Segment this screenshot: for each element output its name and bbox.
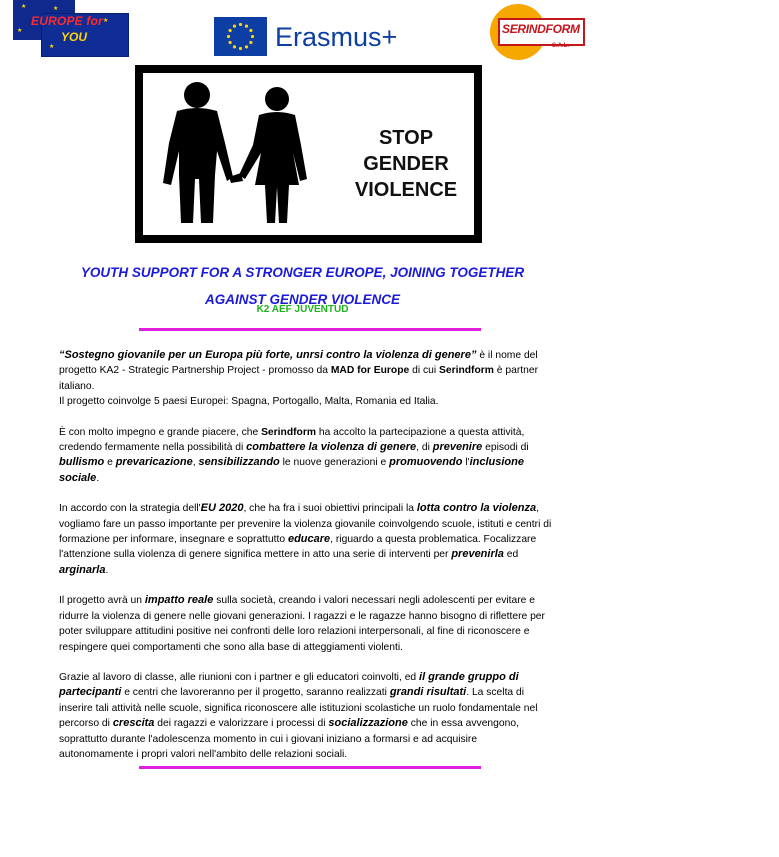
countries-text: Il progetto coinvolge 5 paesi Europei: Spagna, Portogallo, Malta, Romania ed Italia. <box>59 396 439 408</box>
text: , che ha fra i suoi obiettivi principali la <box>243 503 417 515</box>
eu-flag-icon <box>214 17 267 56</box>
star-icon: ★ <box>21 4 27 10</box>
text: , vogliamo fare un passo importante per prevenire la violenza giovanile coinvolgendo scuole, istituti e centri di formazione per informare, insegnare e soprattutto <box>59 503 552 546</box>
paragraph-1 <box>59 348 554 410</box>
banner-line-stop: STOP <box>378 127 434 149</box>
text: , riguardo a questa problematica. Focalizzare l'attenzione sulla violenza di genere significa mettere in atto una serie di interventi per <box>59 534 537 561</box>
logo-box <box>498 18 585 46</box>
emphasis: prevenire <box>432 441 483 454</box>
text: . <box>96 472 100 484</box>
text: e centri che lavoreranno per il progetto, saranno realizzati <box>121 687 390 699</box>
emphasis: crescita <box>112 717 155 730</box>
text: è partner italiano. <box>59 365 539 392</box>
partner-name: Serindform <box>261 426 316 438</box>
text: . La scelta di inserire tali attività nelle scuole, significa riconoscere alle istituzioni scolastiche un ruolo fondamentale nel percorso di <box>59 687 538 730</box>
paragraph-4 <box>59 593 554 655</box>
project-title-line2: AGAINST GENDER VIOLENCE <box>204 292 401 307</box>
text: e <box>104 457 116 469</box>
text: È con molto impegno e grande piacere, che <box>59 426 262 438</box>
serindform-suffix: S.A.L. <box>552 43 570 49</box>
banner-line-gender: GENDER <box>363 153 449 175</box>
emphasis: inclusione sociale <box>59 456 524 484</box>
star-icon: ★ <box>17 28 23 34</box>
europe-for-you-logo <box>13 0 116 55</box>
article-body <box>59 348 554 777</box>
paragraph-5 <box>59 670 554 762</box>
text: episodi di <box>482 442 529 454</box>
emphasis: lotta contro la violenza <box>416 502 537 515</box>
project-quote: “Sostegno giovanile per un Europa più forte, unrsi contro la violenza di genere” <box>59 349 477 361</box>
emphasis: grandi risultati <box>389 686 467 699</box>
text: l' <box>462 457 470 469</box>
emphasis: impatto reale <box>144 594 214 607</box>
text: che in essa avvengono, soprattutto durante l'adolescenza momento in cui i giovani iniziano a formarsi e ad acquisire autonomamente i propri valori nell'ambito delle relazioni sociali. <box>59 718 519 760</box>
text: ed <box>503 549 519 561</box>
partner-name: Serindform <box>439 365 494 377</box>
banner-inner <box>143 73 474 235</box>
erasmus-plus-logo <box>214 17 399 57</box>
star-icon: ★ <box>103 18 109 24</box>
paragraph-3 <box>59 501 554 578</box>
star-icon: ★ <box>49 44 55 50</box>
divider-bottom <box>139 766 481 769</box>
emphasis: prevenirla <box>451 548 504 561</box>
text: ha accolto la partecipazione a questa attività, credendo fermamente nella possibilità di <box>59 426 525 454</box>
text: . <box>105 564 109 576</box>
text: di cui <box>409 365 439 377</box>
emphasis: bullismo <box>59 456 105 469</box>
text: le nuove generazioni e <box>279 457 390 469</box>
org-name: MAD for Europe <box>330 365 410 377</box>
text: dei ragazzi e valorizzare i processi di <box>154 718 329 730</box>
emphasis: arginarla <box>59 563 106 576</box>
project-code: K2 AEF JUVENTUD <box>256 304 349 315</box>
emphasis: promuovendo <box>389 456 463 469</box>
banner-text <box>341 125 471 203</box>
divider-top <box>139 328 481 331</box>
project-title-line1: YOUTH SUPPORT FOR A STRONGER EUROPE, JOINING TOGETHER <box>80 265 525 280</box>
serindform-logo <box>490 4 582 62</box>
emphasis: socializzazione <box>328 717 408 730</box>
emphasis: sensibilizzando <box>198 456 280 469</box>
text: , <box>192 457 199 469</box>
text: Grazie al lavoro di classe, alle riunioni con i partner e gli educatori coinvolti, ed <box>59 671 420 683</box>
emphasis: educare <box>287 533 331 546</box>
logo-text-line1: EUROPE for <box>31 14 104 28</box>
star-icon: ★ <box>53 6 59 12</box>
text: , di <box>416 442 433 454</box>
serindform-name: SERINDFORM <box>502 22 580 36</box>
text: sulla società, creando i valori necessari negli adolescenti per evitare e ridurre la violenza di genere nelle giovani generazioni. I ragazzi e le ragazze hanno bisogno di riflettere per poter sviluppare attitudini positive nei confronti delle loro relazioni interpersonali, al fine di riconoscere e respingere quei comportamenti che sono alla base di atteggiamenti violenti. <box>59 595 545 653</box>
emphasis: EU 2020 <box>200 502 244 515</box>
emphasis: prevaricazione <box>115 456 193 469</box>
erasmus-wordmark: Erasmus+ <box>275 22 398 52</box>
banner-line-violence: VIOLENCE <box>354 179 458 201</box>
text: In accordo con la strategia dell' <box>59 503 201 515</box>
text: è il nome del progetto KA2 - Strategic Partnership Project - promosso da <box>59 350 538 377</box>
text: Il progetto avrà un <box>59 595 145 607</box>
paragraph-2 <box>59 425 554 487</box>
stop-gender-violence-banner <box>135 65 482 243</box>
emphasis: il grande gruppo di partecipanti <box>59 670 519 699</box>
emphasis: combattere la violenza di genere <box>246 441 417 454</box>
logo-text-line2: YOU <box>61 30 88 44</box>
